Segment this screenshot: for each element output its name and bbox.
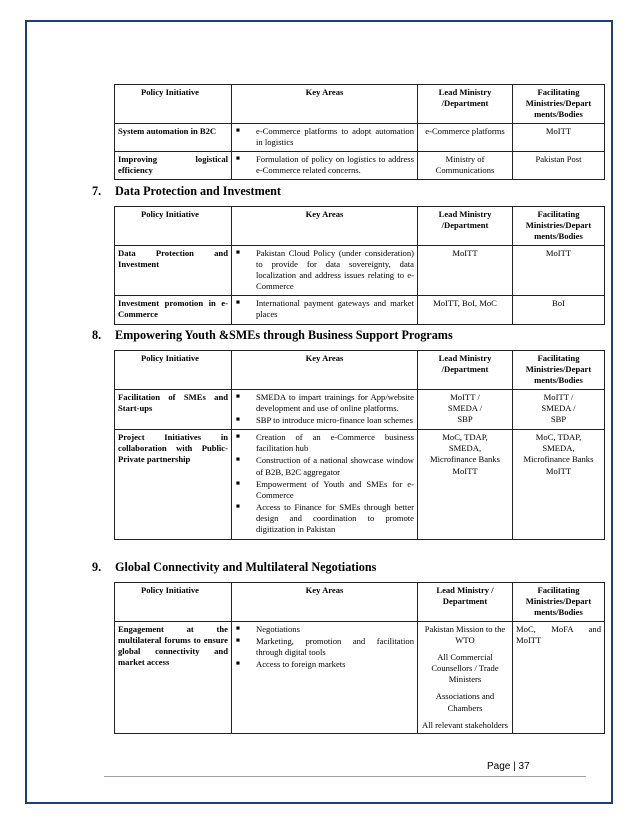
lead-ministry-cell: Ministry of Communications <box>418 151 513 179</box>
table-row <box>115 430 605 540</box>
key-areas-cell <box>232 123 418 151</box>
lead-ministry-cell: MoITT, BoI, MoC <box>418 296 513 324</box>
policy-initiative-cell: Data Protection and Investment <box>115 245 232 296</box>
bullet-square-icon: ■ <box>236 503 240 511</box>
lead-ministry-cell: e-Commerce platforms <box>418 123 513 151</box>
lead-ministry-cell: MoITT <box>418 245 513 296</box>
table-header-row <box>115 85 605 124</box>
facilitating-cell: MoITT / SMEDA / SBP <box>513 389 605 430</box>
table-row <box>115 245 605 296</box>
header-facilitating: Facilitating Ministries/Depart ments/Bodies <box>513 583 605 622</box>
header-policy-initiative: Policy Initiative <box>115 85 232 124</box>
key-areas-cell <box>232 296 418 324</box>
bullet-square-icon: ■ <box>236 415 240 423</box>
header-lead-ministry: Lead Ministry / Department <box>418 583 513 622</box>
table-header-row <box>115 583 605 622</box>
header-key-areas: Key Areas <box>232 583 418 622</box>
header-policy-initiative: Policy Initiative <box>115 207 232 246</box>
bullet-square-icon: ■ <box>236 126 240 134</box>
bullet-square-icon: ■ <box>236 392 240 400</box>
logistics-table <box>114 84 605 180</box>
bullet-item: ■ Construction of a national showcase window of B2B, B2C aggregator <box>236 455 414 477</box>
footer-divider <box>104 776 586 777</box>
header-lead-ministry: Lead Ministry /Department <box>418 85 513 124</box>
bullet-item: ■ Marketing, promotion and facilitation through digital tools <box>236 635 414 657</box>
bullet-item: ■ Formulation of policy on logistics to address e-Commerce related concerns. <box>236 153 414 176</box>
lead-ministry-cell: Pakistan Mission to the WTO All Commercial Counsellors / Trade Ministers Associations and Chambers All relevant stakeholders <box>418 621 513 733</box>
policy-initiative-cell: Engagement at the multilateral forums to ensure global connectivity and market access <box>115 621 232 733</box>
key-areas-cell <box>232 621 418 733</box>
key-areas-cell <box>232 245 418 296</box>
data-protection-table <box>114 206 605 325</box>
policy-initiative-cell: Improving logistical efficiency <box>115 151 232 179</box>
bullet-item: ■ Pakistan Cloud Policy (under consideration) to provide for data sovereignty, data localization and address issues relating to e-Commerce <box>236 247 414 292</box>
bullet-square-icon: ■ <box>236 433 240 441</box>
bullet-item: ■ Access to Finance for SMEs through better design and coordination to promote digitization in Pakistan <box>236 502 414 535</box>
policy-initiative-cell: Project Initiatives in collaboration with Public-Private partnership <box>115 430 232 540</box>
bullet-item: ■ Access to foreign markets <box>236 659 346 670</box>
section-heading-9: 9. Global Connectivity and Multilateral Negotiations <box>92 560 377 574</box>
table-row <box>115 151 605 179</box>
header-key-areas: Key Areas <box>232 207 418 246</box>
bullet-item: ■ Empowerment of Youth and SMEs for e-Commerce <box>236 478 414 500</box>
key-areas-cell <box>232 151 418 179</box>
header-policy-initiative: Policy Initiative <box>115 351 232 390</box>
facilitating-cell: Pakistan Post <box>513 151 605 179</box>
header-key-areas: Key Areas <box>232 85 418 124</box>
bullet-square-icon: ■ <box>236 456 240 464</box>
key-areas-cell <box>232 389 418 430</box>
facilitating-cell: BoI <box>513 296 605 324</box>
bullet-square-icon: ■ <box>236 624 240 632</box>
table-row <box>115 123 605 151</box>
header-facilitating: Facilitating Ministries/Depart ments/Bodies <box>513 85 605 124</box>
bullet-item: ■ SMEDA to impart trainings for App/website development and use of online platforms. <box>236 391 414 413</box>
bullet-item: ■ SBP to introduce micro-finance loan schemes <box>236 414 413 425</box>
lead-ministry-cell: MoC, TDAP, SMEDA, Microfinance Banks MoITT <box>418 430 513 540</box>
bullet-item: ■ Negotiations <box>236 623 300 634</box>
bullet-item: ■ International payment gateways and market places <box>236 298 414 320</box>
bullet-square-icon: ■ <box>236 248 240 256</box>
bullet-square-icon: ■ <box>236 154 240 162</box>
policy-initiative-cell: Investment promotion in e-Commerce <box>115 296 232 324</box>
table-row <box>115 621 605 733</box>
bullet-square-icon: ■ <box>236 479 240 487</box>
table-header-row <box>115 351 605 390</box>
bullet-item: ■ Creation of an e-Commerce business facilitation hub <box>236 432 414 454</box>
key-areas-cell <box>232 430 418 540</box>
global-connectivity-table <box>114 582 605 734</box>
policy-initiative-cell: Facilitation of SMEs and Start-ups <box>115 389 232 430</box>
bullet-square-icon: ■ <box>236 299 240 307</box>
header-facilitating: Facilitating Ministries/Depart ments/Bodies <box>513 207 605 246</box>
header-key-areas: Key Areas <box>232 351 418 390</box>
facilitating-cell: MoITT <box>513 245 605 296</box>
header-policy-initiative: Policy Initiative <box>115 583 232 622</box>
facilitating-cell: MoITT <box>513 123 605 151</box>
table-row <box>115 296 605 324</box>
policy-initiative-cell: System automation in B2C <box>115 123 232 151</box>
section-heading-8: 8. Empowering Youth &SMEs through Business Support Programs <box>92 328 453 342</box>
facilitating-cell: MoC, TDAP, SMEDA, Microfinance Banks MoITT <box>513 430 605 540</box>
bullet-square-icon: ■ <box>236 660 240 668</box>
section-heading-7: 7. Data Protection and Investment <box>92 184 281 198</box>
bullet-square-icon: ■ <box>236 636 240 644</box>
header-facilitating: Facilitating Ministries/Depart ments/Bodies <box>513 351 605 390</box>
page-number: Page | 37 <box>487 761 530 772</box>
header-lead-ministry: Lead Ministry /Department <box>418 207 513 246</box>
table-row <box>115 389 605 430</box>
youth-smes-table <box>114 350 605 540</box>
table-header-row <box>115 207 605 246</box>
lead-ministry-cell: MoITT / SMEDA / SBP <box>418 389 513 430</box>
header-lead-ministry: Lead Ministry /Department <box>418 351 513 390</box>
facilitating-cell: MoC, MoFA and MoITT <box>513 621 605 733</box>
bullet-item: ■ e-Commerce platforms to adopt automation in logistics <box>236 125 414 147</box>
